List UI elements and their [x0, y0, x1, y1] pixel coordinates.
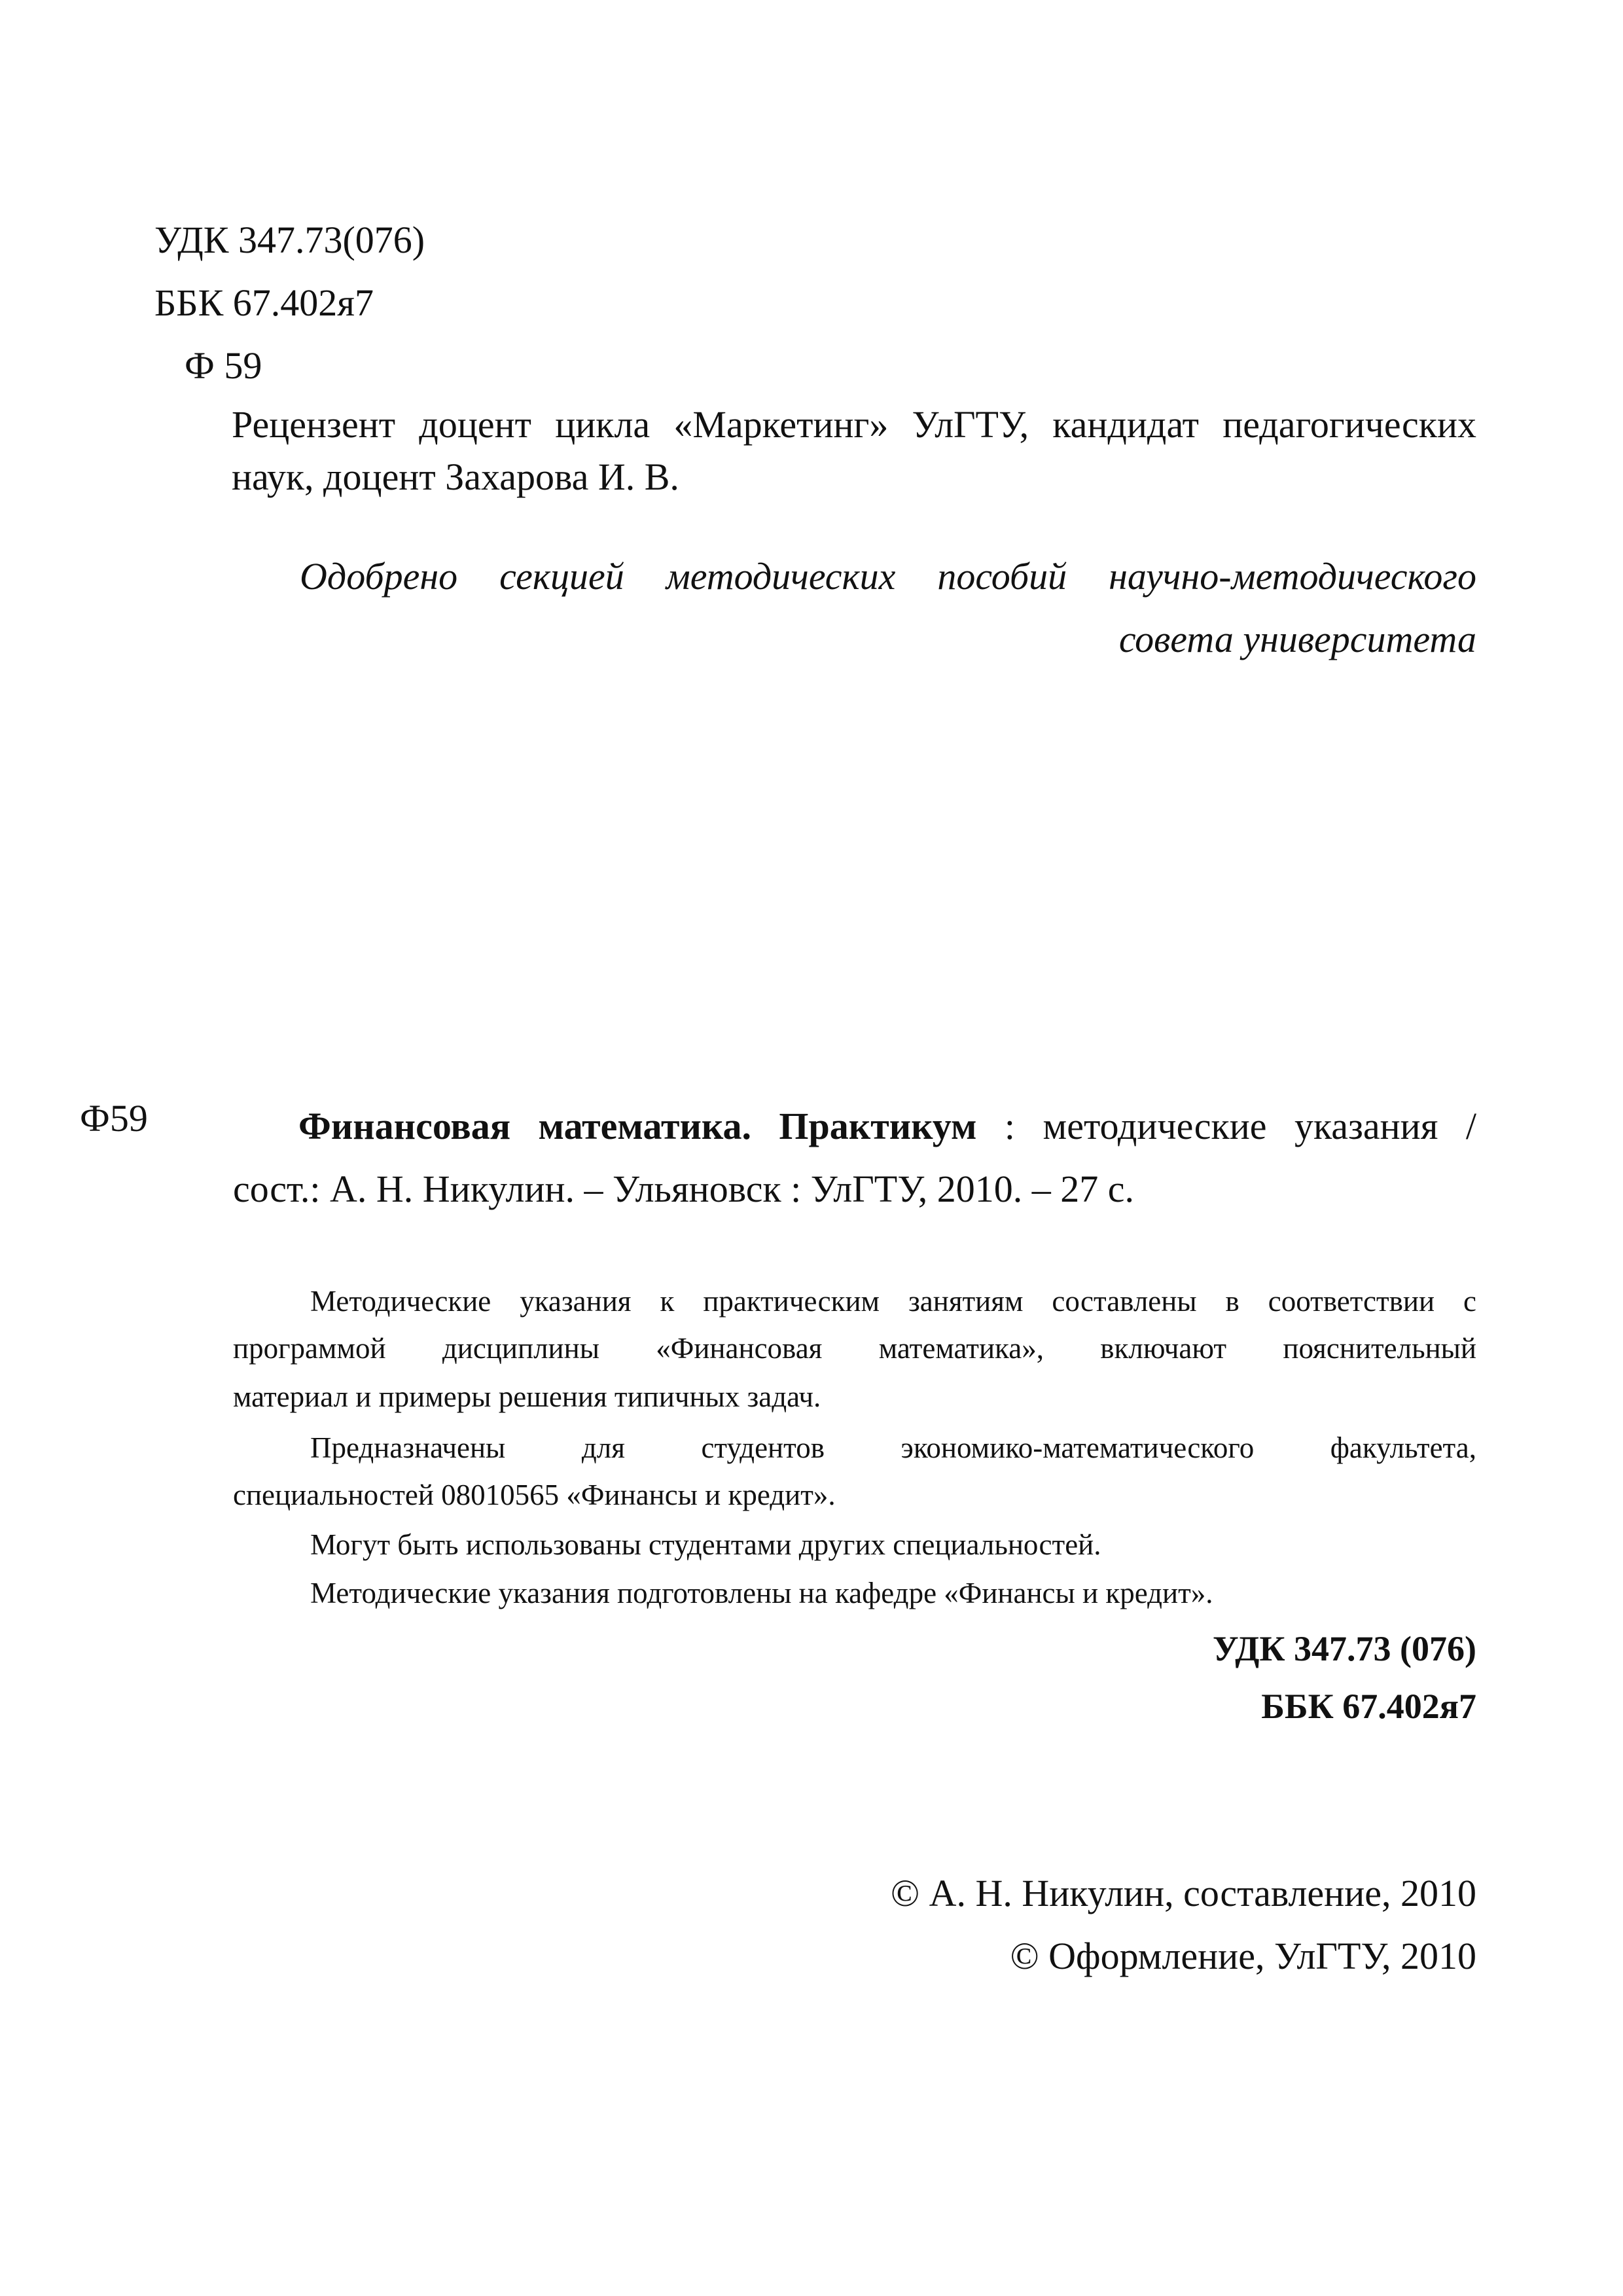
udk-code-bottom: УДК 347.73 (076): [1213, 1629, 1476, 1668]
approval-line-2: совета университета: [1118, 618, 1476, 660]
book-subtitle: : методические указания /: [976, 1105, 1476, 1147]
reviewer-line-1: Рецензент доцент цикла «Маркетинг» УлГТУ, кандидат педагогических: [232, 403, 1476, 446]
annotation-p1-line-2: программой дисциплины «Финансовая математика», включают пояснительный: [233, 1332, 1476, 1365]
annotation-p3: Могут быть использованы студентами других специальностей.: [310, 1528, 1101, 1561]
bibliographic-mark: Ф59: [80, 1097, 148, 1139]
bbk-code-bottom: ББК 67.402я7: [1261, 1687, 1476, 1726]
bbk-code-top: ББК 67.402я7: [154, 281, 374, 324]
reviewer-line-2: наук, доцент Захарова И. В.: [232, 456, 679, 498]
copyright-design: © Оформление, УлГТУ, 2010: [1010, 1935, 1476, 1977]
annotation-p4: Методические указания подготовлены на кафедре «Финансы и кредит».: [310, 1577, 1213, 1609]
annotation-p2-line-2: специальностей 08010565 «Финансы и кредит».: [233, 1479, 836, 1511]
annotation-p2-line-1: Предназначены для студентов экономико-математического факультета,: [310, 1431, 1476, 1464]
bibliographic-line-2: сост.: А. Н. Никулин. – Ульяновск : УлГТУ, 2010. – 27 с.: [233, 1168, 1135, 1210]
book-title: Финансовая математика. Практикум: [298, 1105, 977, 1147]
copyright-compiler: © А. Н. Никулин, составление, 2010: [891, 1872, 1476, 1914]
approval-line-1: Одобрено секцией методических пособий научно-методического: [300, 555, 1476, 598]
udk-code-top: УДК 347.73(076): [154, 219, 425, 261]
author-mark-top: Ф 59: [185, 344, 262, 387]
bibliographic-line-1: [298, 1107, 1476, 1145]
annotation-p1-line-1: Методические указания к практическим занятиям составлены в соответствии с: [310, 1285, 1476, 1318]
annotation-p1-line-3: материал и примеры решения типичных задач.: [233, 1380, 821, 1413]
